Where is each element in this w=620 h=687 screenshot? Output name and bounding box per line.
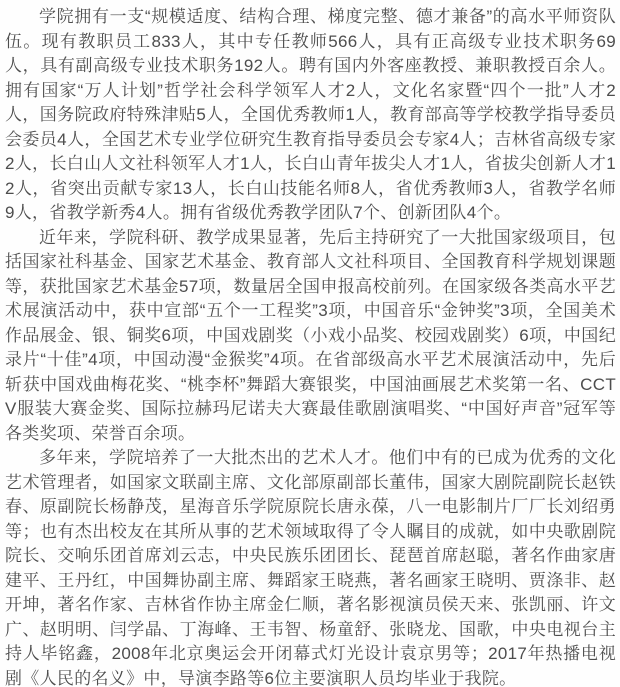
paragraph-faculty-resources: 学院拥有一支“规模适度、结构合理、梯度完整、德才兼备”的高水平师资队伍。现有教职员工833人，其中专任教师566人，具有正高级专业技术职务69人，具有副高级专业技术职务192人。聘有国内外客座教授、兼职教授百余人。拥有国家“万人计划”哲学社会科学领军人才2人，文化名家暨“四个一批”人才2人，国务院政府特殊津贴5人，全国优秀教师1人，教育部高等学校教学指导委员会委员4人，全国艺术专业学位研究生教育指导委员会专家4人；吉林省高级专家2人，长白山人文社科领军人才1人，长白山青年拔尖人才1人，省拔尖创新人才12人，省突出贡献专家13人，长白山技能名师8人，省优秀教师3人，省教学名师9人，省教学新秀4人。拥有省级优秀教学团队7个、创新团队4个。 <box>5 7 616 222</box>
paragraph-notable-alumni: 多年来，学院培养了一大批杰出的艺术人才。他们中有的已成为优秀的文化艺术管理者，如国家文联副主席、文化部原副部长董伟，国家大剧院副院长赵铁春、原副院长杨静茂，星海音乐学院原院长唐永葆，八一电影制片厂厂长刘绍勇等；也有杰出校友在其所从事的艺术领域取得了令人瞩目的成就，如中央歌剧院院长、交响乐团首席刘云志，中央民族乐团团长、琵琶首席赵聪，著名作曲家唐建平、王丹红，中国舞协副主席、舞蹈家王晓燕，著名画家王晓明、贾涤非、赵开坤，著名作家、吉林省作协主席金仁顺，著名影视演员侯天来、张凯丽、许文广、赵明明、闫学晶、丁海峰、王韦智、杨童舒、张晓龙、国歌，中央电视台主持人毕铭鑫，2008年北京奥运会开闭幕式灯光设计袁京男等；2017年热播电视剧《人民的名义》中，导演李路等6位主要演职人员均毕业于我院。 <box>5 448 616 687</box>
paragraph-research-achievements: 近年来，学院科研、教学成果显著，先后主持研究了一大批国家级项目，包括国家社科基金、国家艺术基金、教育部人文社科项目、全国教育科学规划课题等，获批国家艺术基金57项，数量居全国申报高校前列。在国家级各类高水平艺术展演活动中，获中宣部“五个一工程奖”3项，中国音乐“金钟奖”3项，全国美术作品展金、银、铜奖6项，中国戏剧奖（小戏小品奖、校园戏剧奖）6项，中国纪录片“十佳”4项，中国动漫“金猴奖”4项。在省部级高水平艺术展演活动中，先后斩获中国戏曲梅花奖、“桃李杯”舞蹈大赛银奖，中国油画展艺术奖第一名、CCTV服装大赛金奖、国际拉赫玛尼诺夫大赛最佳歌剧演唱奖、“中国好声音”冠军等各类奖项、荣誉百余项。 <box>5 227 616 443</box>
